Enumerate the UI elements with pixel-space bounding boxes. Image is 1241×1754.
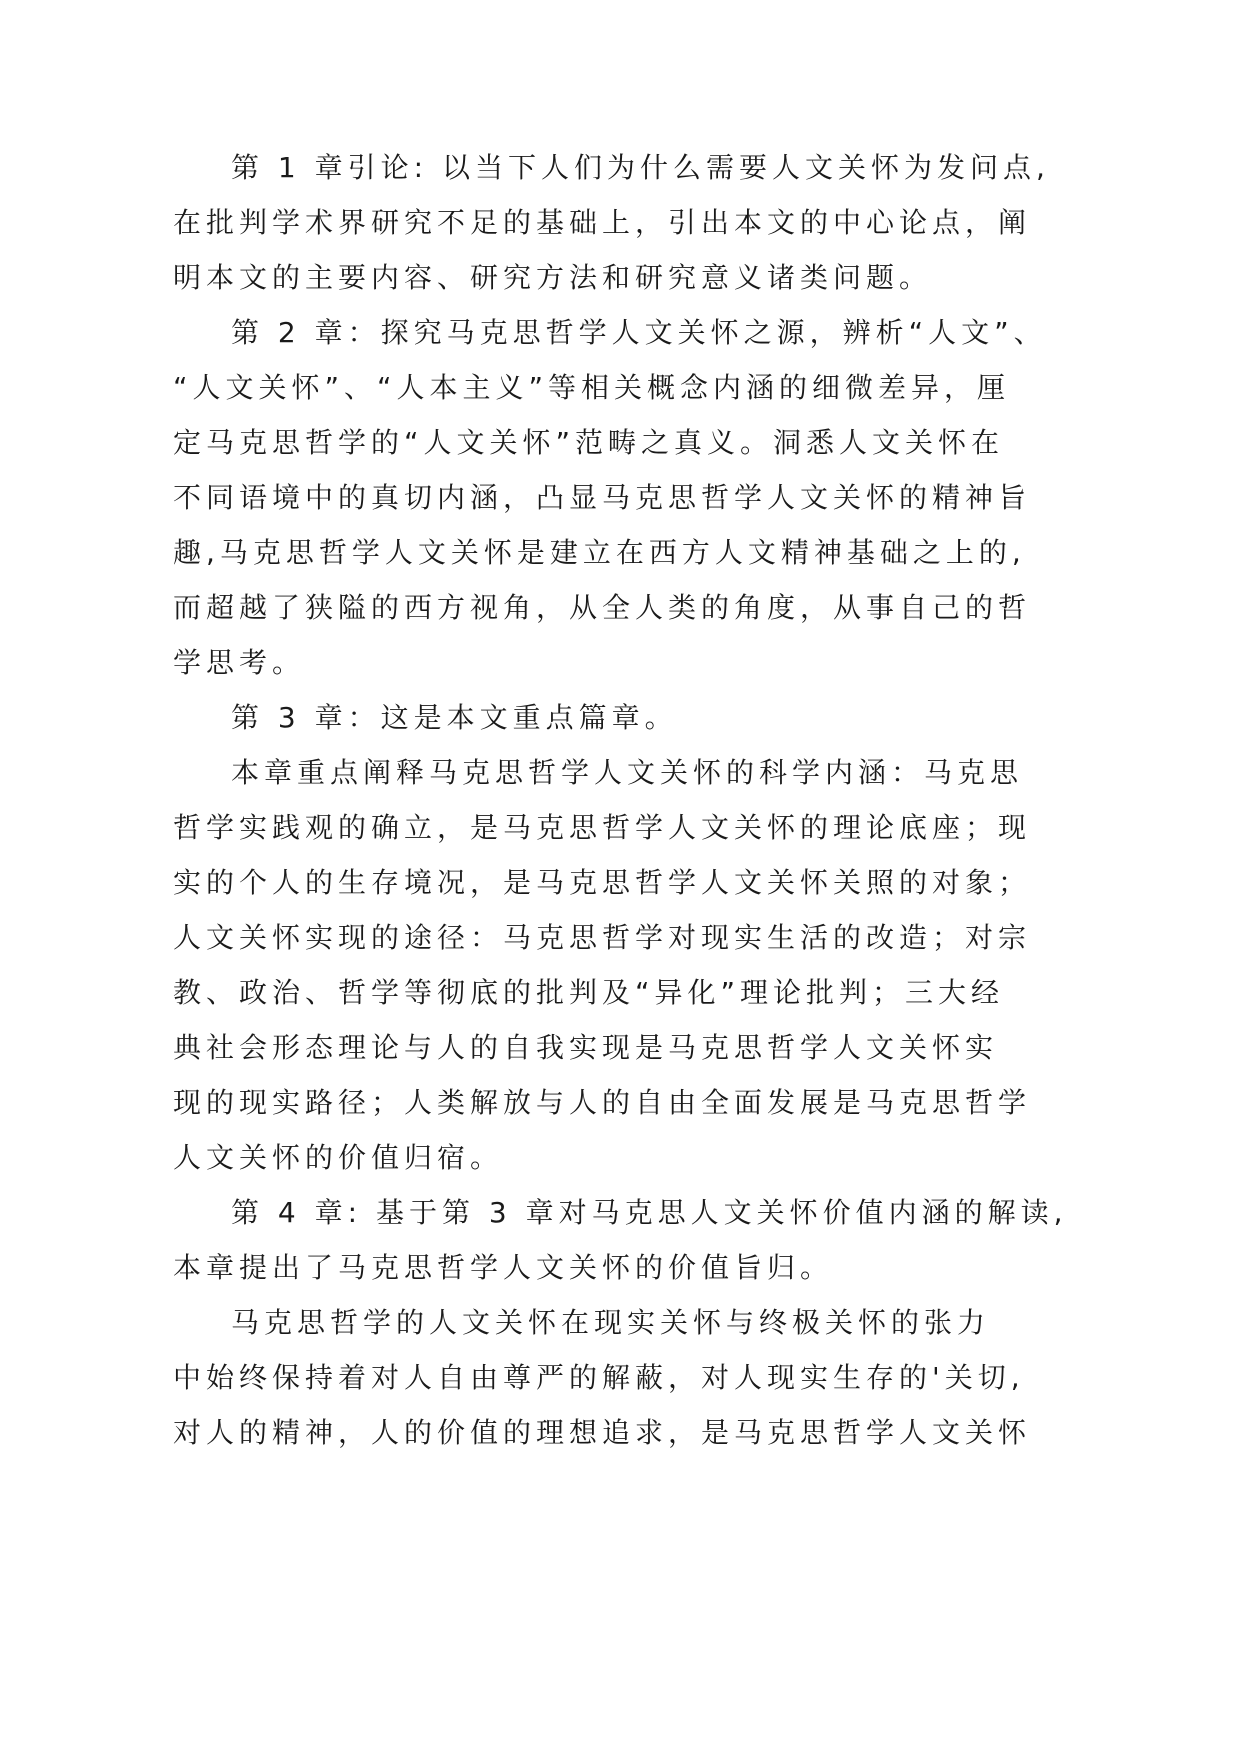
- chapter-1-line-1: 第 1 章引论: 以当下人们为什么需要人文关怀为发问点,: [231, 151, 1050, 184]
- chapter-3-line-1: 第 3 章：这是本文重点篇章。: [231, 701, 678, 734]
- chapter-3-summary-line-7: 现的现实路径；人类解放与人的自由全面发展是马克思哲学: [173, 1086, 1032, 1119]
- closing-paragraph-line-1: 马克思哲学的人文关怀在现实关怀与终极关怀的张力: [231, 1306, 991, 1339]
- closing-paragraph-line-2: 中始终保持着对人自由尊严的解蔽，对人现实生存的'关切,: [173, 1361, 1025, 1394]
- chapter-2-line-7: 学思考。: [173, 646, 306, 679]
- chapter-3-summary-line-8: 人文关怀的价值归宿。: [173, 1141, 504, 1174]
- chapter-1-line-2: 在批判学术界研究不足的基础上，引出本文的中心论点，阐: [173, 206, 1032, 239]
- chapter-1-line-3: 明本文的主要内容、研究方法和研究意义诸类问题。: [173, 261, 933, 294]
- chapter-2-line-1: 第 2 章：探究马克思哲学人文关怀之源，辨析“人文”、: [231, 316, 1047, 349]
- chapter-3-summary-line-4: 人文关怀实现的途径：马克思哲学对现实生活的改造；对宗: [173, 921, 1032, 954]
- chapter-3-summary-line-3: 实的个人的生存境况，是马克思哲学人文关怀关照的对象；: [173, 866, 1032, 899]
- closing-paragraph-line-3: 对人的精神，人的价值的理想追求，是马克思哲学人文关怀: [173, 1416, 1032, 1449]
- chapter-4-line-2: 本章提出了马克思哲学人文关怀的价值旨归。: [173, 1251, 834, 1284]
- chapter-2-line-3: 定马克思哲学的“人文关怀”范畴之真义。洞悉人文关怀在: [173, 426, 1005, 459]
- chapter-4-line-1: 第 4 章: 基于第 3 章对马克思人文关怀价值内涵的解读,: [231, 1196, 1068, 1229]
- document-body: [173, 140, 1068, 1460]
- chapter-2-line-2: “人文关怀”、“人本主义”等相关概念内涵的细微差异，厘: [173, 371, 1011, 404]
- chapter-2-line-4: 不同语境中的真切内涵，凸显马克思哲学人文关怀的精神旨: [173, 481, 1032, 514]
- chapter-3-summary-line-1: 本章重点阐释马克思哲学人文关怀的科学内涵：马克思: [231, 756, 1024, 789]
- chapter-3-summary-line-6: 典社会形态理论与人的自我实现是马克思哲学人文关怀实: [173, 1031, 999, 1064]
- chapter-2-line-5: 趣,马克思哲学人文关怀是建立在西方人文精神基础之上的,: [173, 536, 1026, 569]
- chapter-3-summary-line-5: 教、政治、哲学等彻底的批判及“异化”理论批判；三大经: [173, 976, 1005, 1009]
- chapter-2-line-6: 而超越了狭隘的西方视角，从全人类的角度，从事自己的哲: [173, 591, 1032, 624]
- chapter-3-summary-line-2: 哲学实践观的确立，是马克思哲学人文关怀的理论底座；现: [173, 811, 1032, 844]
